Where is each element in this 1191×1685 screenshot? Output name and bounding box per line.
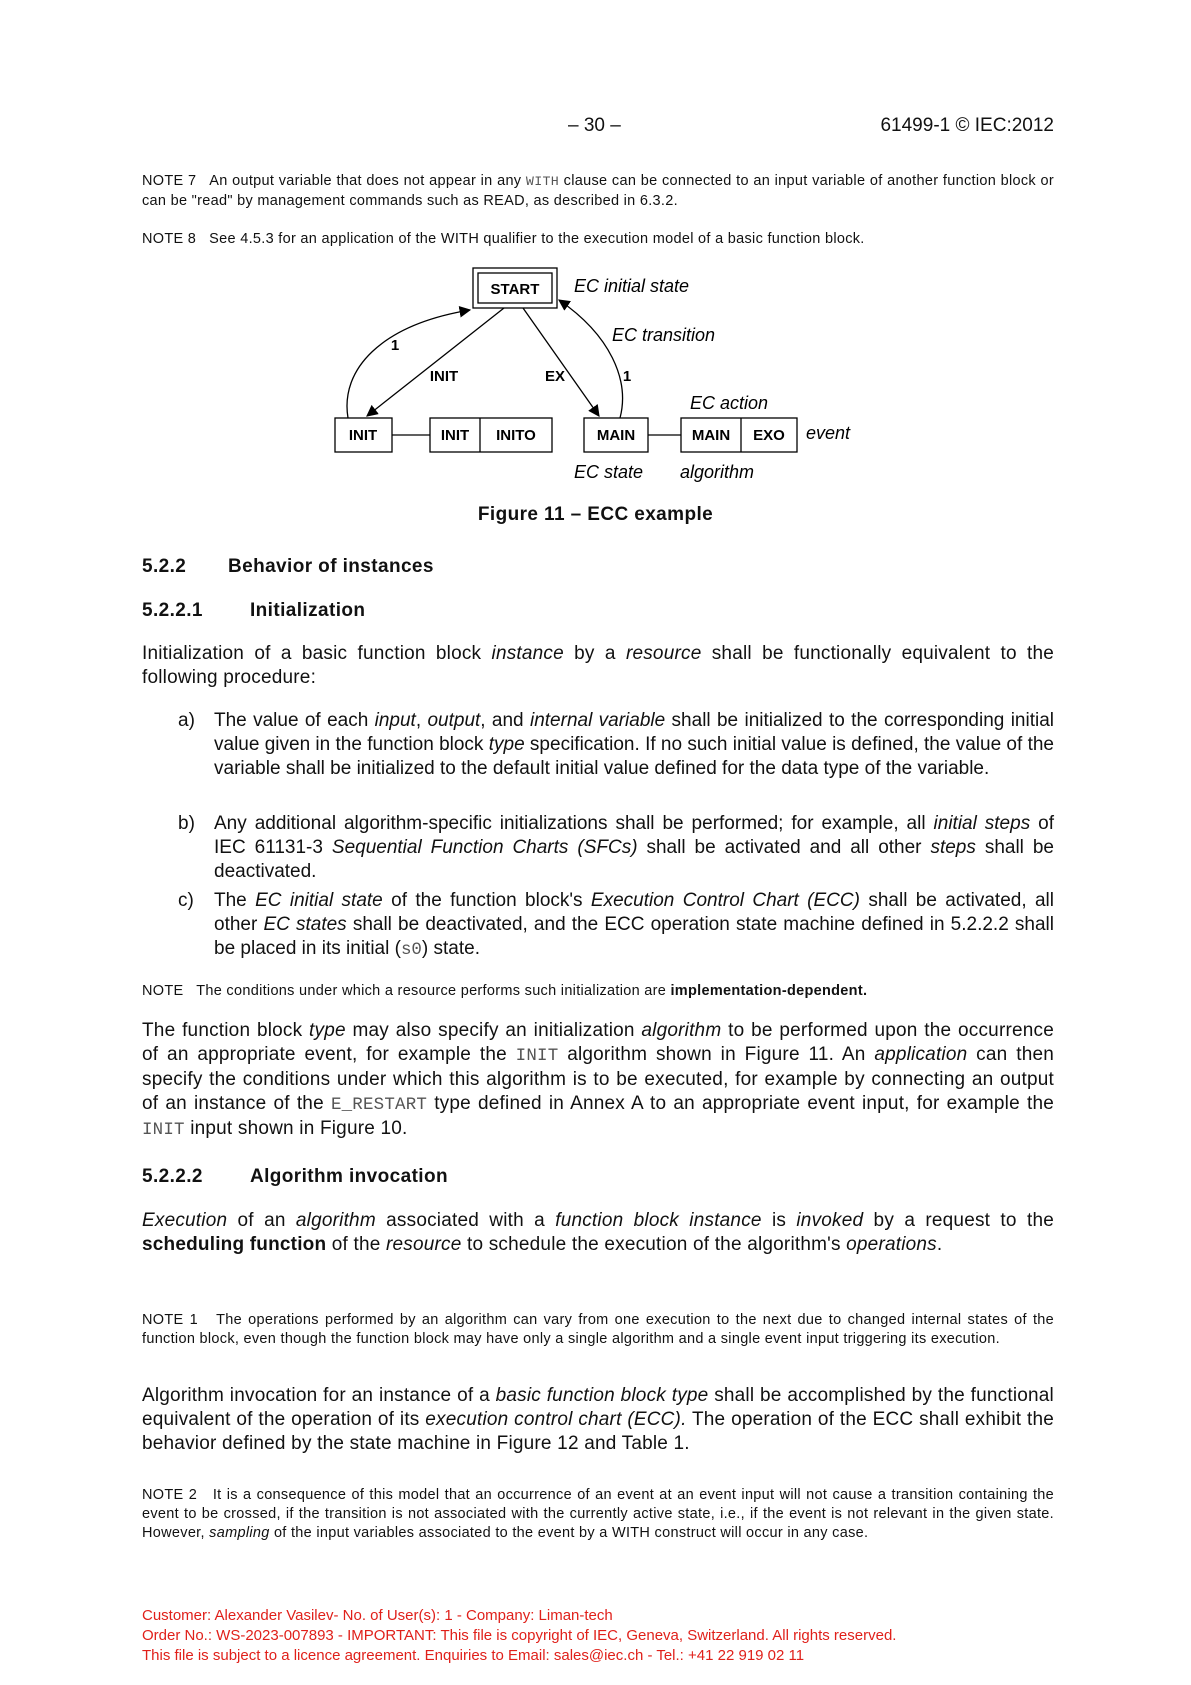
footer-order: Order No.: WS-2023-007893 - IMPORTANT: This file is copyright of IEC, Geneva, Switzerland. All rights reserved.	[142, 1627, 897, 1644]
transition-start-to-init	[367, 308, 504, 416]
note-label: NOTE 8	[142, 231, 197, 247]
note-1: NOTE 1 The operations performed by an algorithm can vary from one execution to the next due to changed internal states of the function block, even though the function block may have only a single algorithm and a single event input triggering its execution.	[142, 1312, 1055, 1347]
section-title-5-2-2-2: Algorithm invocation	[250, 1166, 448, 1187]
ecc-example-diagram	[300, 258, 900, 488]
ec-action-annotation: EC action	[690, 393, 769, 413]
figure-caption: Figure 11 – ECC example	[477, 504, 714, 525]
section-number-5-2-2: 5.2.2	[142, 556, 187, 577]
ec-transition-annotation: EC transition	[612, 325, 716, 345]
invocation-paragraph: Algorithm invocation for an instance of a basic function block type shall be accomplished by the functional equivalent of the operation of its execution control chart (ECC). The operation of the ECC shall exhibit the behavior defined by the state machine in Figure 12 and Table 1.	[142, 1385, 1054, 1454]
start-state-label: START	[490, 281, 540, 298]
main-action-algorithm: MAIN	[691, 427, 731, 444]
function-block-type-paragraph: The function block type may also specify an initialization algorithm to be performed upon the occurrence of an appropriate event, for example the INIT algorithm shown in Figure 11. An application can then specify the conditions under which this algorithm is to be executed, for example by connecting an output of an instance of the E_RESTART type defined in Annex A to an appropriate event input, for example the INIT input shown in Figure 10.	[142, 1020, 1055, 1140]
condition-one-left: 1	[390, 337, 400, 354]
document-id: 61499-1 © IEC:2012	[880, 115, 1054, 136]
note-label: NOTE	[142, 983, 184, 999]
list-label: a)	[178, 710, 195, 731]
footer-licence: This file is subject to a licence agreement. Enquiries to Email: sales@iec.ch - Tel.: +41 22 919 02 11	[142, 1647, 805, 1664]
note-2: NOTE 2 It is a consequence of this model that an occurrence of an event at an event input will not cause a transition containing the event to be crossed, if the transition is not associated with the currently active state, i.e., if the event is not relevant in the given state. However, sampling of the input variables associated to the event by a WITH construct will occur in any case.	[142, 1487, 1054, 1541]
section-title-5-2-2-1: Initialization	[250, 600, 366, 621]
ec-state-annotation: EC state	[574, 462, 644, 482]
note-label: NOTE 1	[142, 1312, 198, 1328]
condition-ex: EX	[544, 368, 566, 385]
init-action-event: INITO	[496, 427, 536, 444]
algorithm-annotation: algorithm	[680, 462, 755, 482]
condition-one-right: 1	[622, 368, 632, 385]
init-action-algorithm: INIT	[440, 427, 470, 444]
main-state-label: MAIN	[596, 427, 636, 444]
section-number-5-2-2-2: 5.2.2.2	[142, 1166, 203, 1187]
main-action-event: EXO	[753, 427, 785, 444]
section-title-5-2-2: Behavior of instances	[228, 556, 434, 577]
list-label: b)	[178, 813, 195, 834]
transition-main-to-start	[559, 300, 622, 418]
note-implementation: NOTE The conditions under which a resource performs such initialization are implementation-dependent.	[142, 983, 868, 999]
note-label: NOTE 2	[142, 1487, 198, 1503]
condition-init: INIT	[429, 368, 459, 385]
ec-initial-state-annotation: EC initial state	[574, 276, 690, 296]
note-8: NOTE 8 See 4.5.3 for an application of the WITH qualifier to the execution model of a basic function block.	[142, 231, 865, 247]
list-label: c)	[178, 890, 194, 911]
event-annotation: event	[806, 423, 851, 443]
init-state-label: INIT	[348, 427, 378, 444]
footer-customer: Customer: Alexander Vasilev- No. of User(s): 1 - Company: Liman-tech	[142, 1607, 613, 1624]
note-7: NOTE 7 An output variable that does not appear in any WITH clause can be connected to an input variable of another function block or can be "read" by management commands such as READ, as described in 6.3.2.	[142, 173, 1054, 209]
execution-paragraph: Execution of an algorithm associated with a function block instance is invoked by a request to the scheduling function of the resource to schedule the execution of the algorithm's operations.	[142, 1210, 1054, 1255]
section-number-5-2-2-1: 5.2.2.1	[142, 600, 203, 621]
note-label: NOTE 7	[142, 173, 197, 189]
initialization-paragraph: Initialization of a basic function block instance by a resource shall be functionally equivalent to the following procedure:	[142, 643, 1054, 688]
page-number: – 30 –	[568, 115, 621, 136]
transition-init-to-start	[347, 310, 470, 418]
